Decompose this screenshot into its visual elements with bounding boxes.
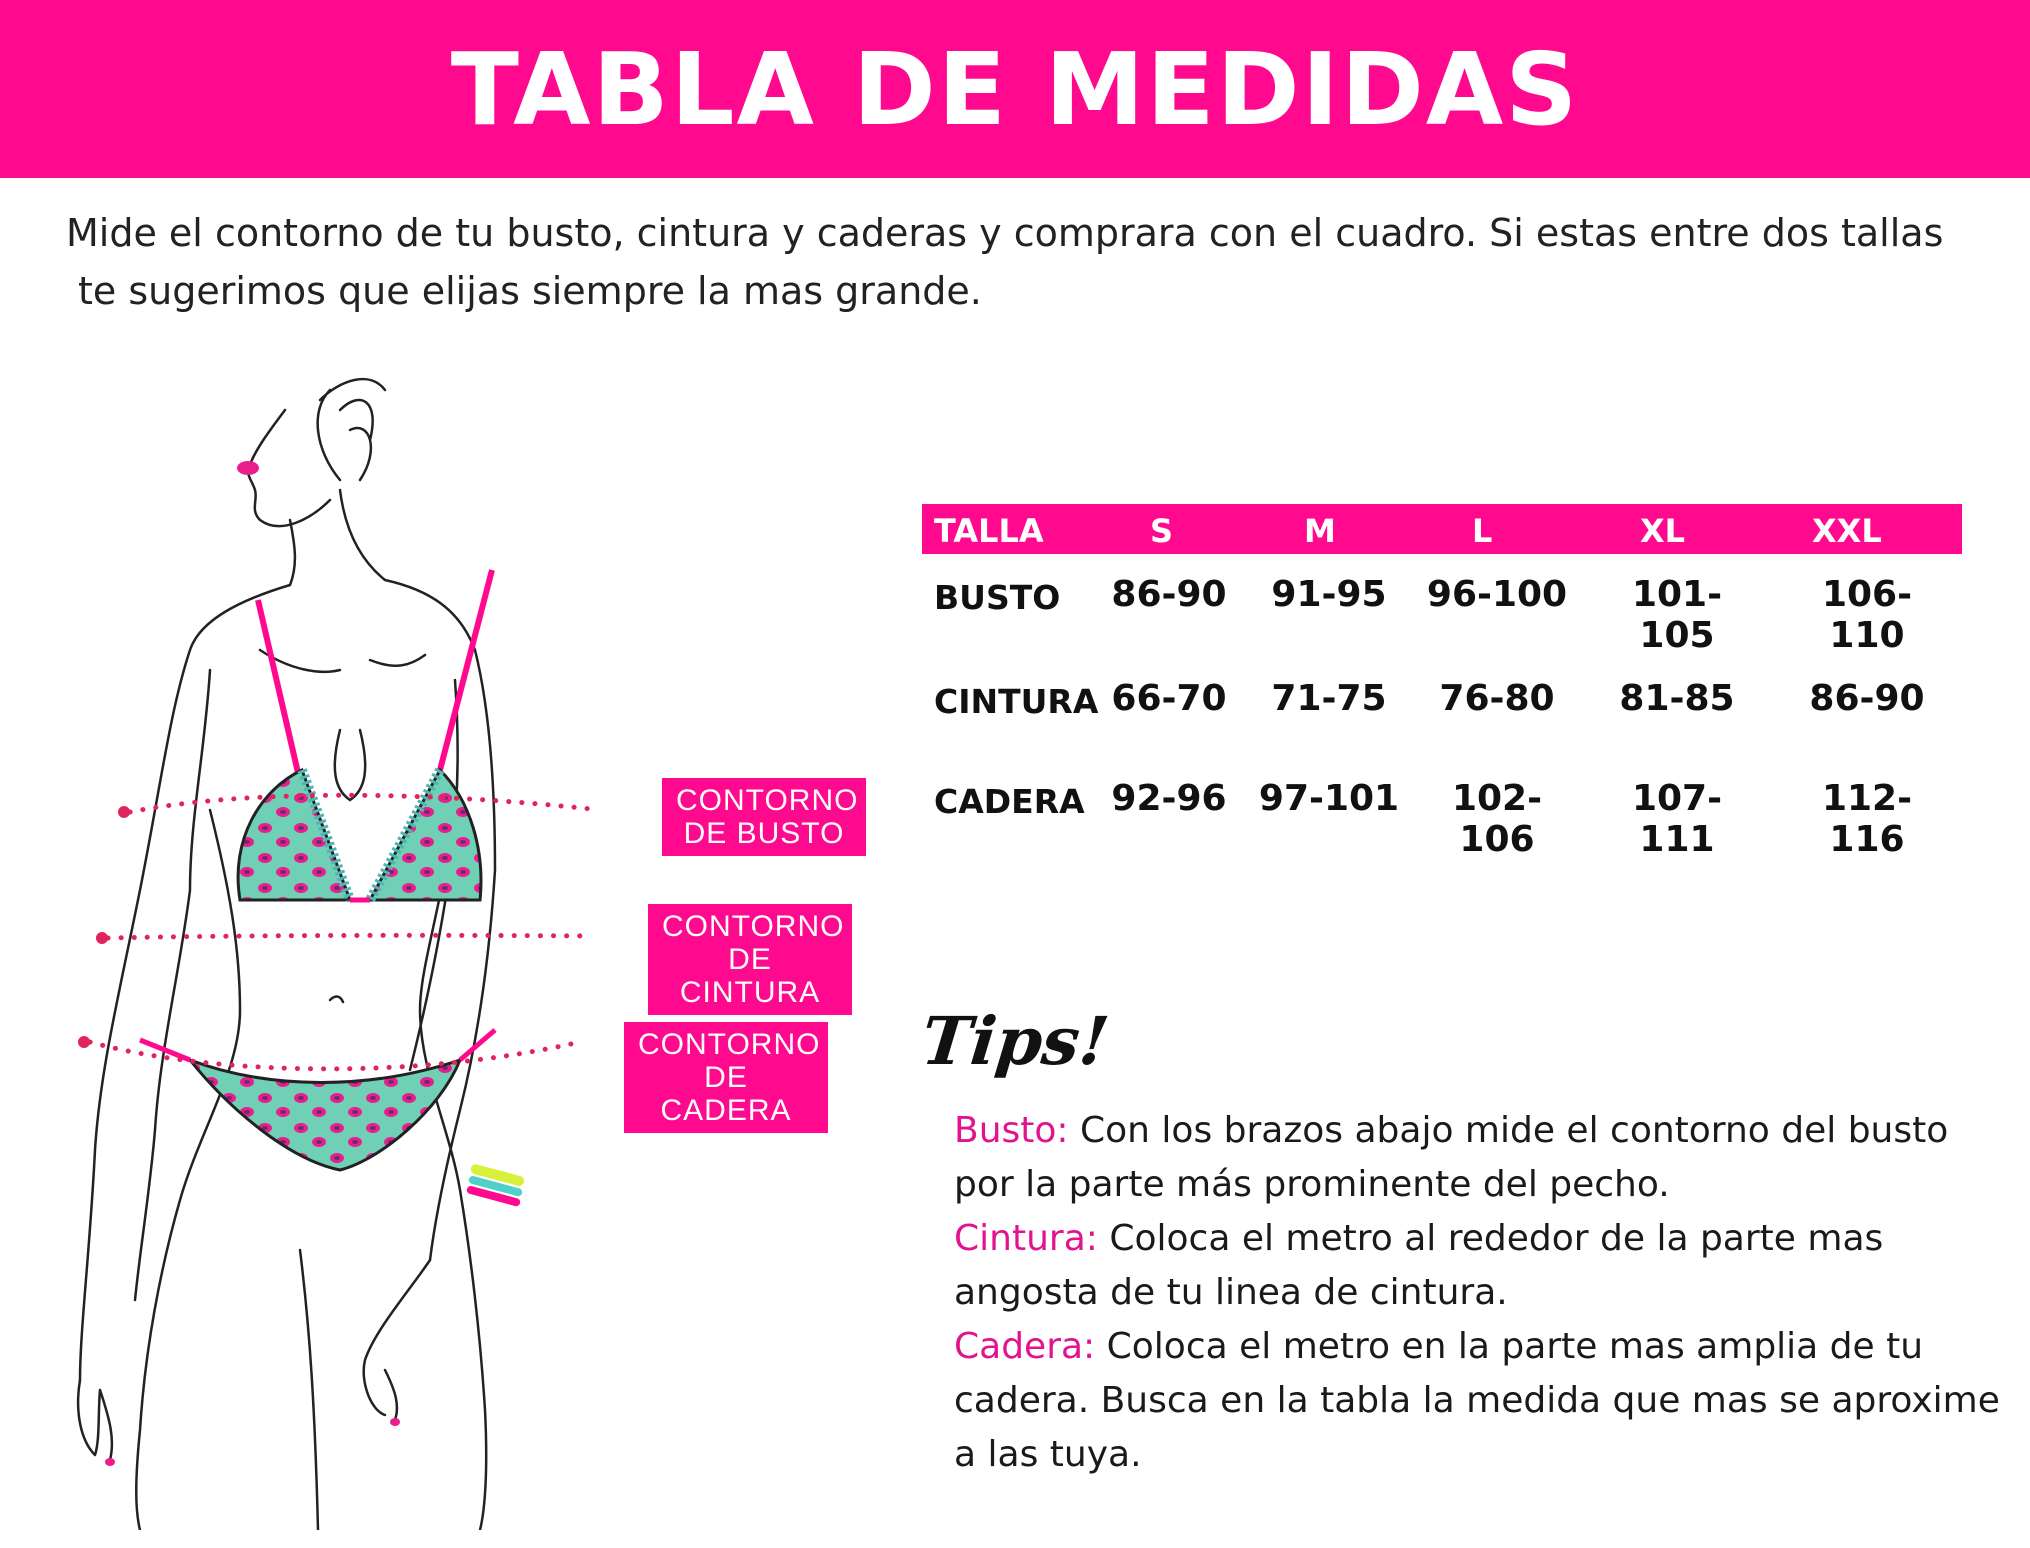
tip-busto [954, 1104, 2014, 1158]
cell-busto-xxl: 106-110 [1821, 574, 1913, 656]
tip-cintura-line-2: angosta de tu linea de cintura. [954, 1272, 1508, 1313]
hip-label-line-2: DE CADERA [660, 1061, 792, 1127]
tip-term-busto: Busto: [954, 1110, 1069, 1151]
tip-cadera-line-3: a las tuya. [954, 1434, 1142, 1475]
hip-label-line-1: CONTORNO [638, 1028, 821, 1061]
size-xxl-header: XXL [1812, 512, 1882, 550]
bust-label-line-2: DE BUSTO [683, 817, 845, 850]
tip-term-cintura: Cintura: [954, 1218, 1098, 1259]
row-label-cadera: CADERA [934, 782, 1085, 821]
cell-cadera-l: 102-106 [1451, 778, 1543, 860]
tips-title: Tips! [917, 1002, 1113, 1080]
tip-cadera-line-2: cadera. Busca en la tabla la medida que mas se aproxime [954, 1380, 2000, 1421]
intro-text [66, 204, 2006, 320]
table-row-cintura [922, 672, 1962, 732]
row-label-busto: BUSTO [934, 578, 1061, 617]
tips-list [954, 1104, 2014, 1482]
size-l-header: L [1472, 512, 1493, 550]
cell-cadera-xl: 107-111 [1631, 778, 1723, 860]
size-m-header: M [1304, 512, 1336, 550]
page-title: TABLA DE MEDIDAS [450, 30, 1580, 148]
cell-busto-m: 91-95 [1271, 574, 1387, 615]
tip-cadera [954, 1320, 2014, 1374]
waist-label-line-2: DE CINTURA [679, 943, 821, 1009]
cell-busto-s: 86-90 [1111, 574, 1227, 615]
cell-cintura-m: 71-75 [1271, 678, 1387, 719]
waist-label-line-1: CONTORNO [662, 910, 845, 943]
header-banner [0, 0, 2030, 178]
intro-line-2: te sugerimos que elijas siempre la mas grande. [78, 269, 982, 313]
tip-busto-line-2: por la parte más prominente del pecho. [954, 1164, 1670, 1205]
waist-contour-label [648, 904, 852, 1015]
bust-label-line-1: CONTORNO [676, 784, 859, 817]
cell-cintura-xl: 81-85 [1619, 678, 1735, 719]
size-xl-header: XL [1640, 512, 1686, 550]
cell-cintura-l: 76-80 [1439, 678, 1555, 719]
tip-text-cadera: Coloca el metro en la parte mas amplia de tu [1095, 1326, 1924, 1367]
cell-cintura-xxl: 86-90 [1809, 678, 1925, 719]
table-header-row [922, 504, 1962, 554]
cell-cintura-s: 66-70 [1111, 678, 1227, 719]
table-row-busto [922, 568, 1962, 656]
cell-busto-xl: 101-105 [1631, 574, 1723, 656]
intro-line-1: Mide el contorno de tu busto, cintura y caderas y comprara con el cuadro. Si estas entre dos tallas [66, 211, 1944, 255]
hip-contour-label [624, 1022, 828, 1133]
tip-term-cadera: Cadera: [954, 1326, 1096, 1367]
tip-cintura [954, 1212, 2014, 1266]
talla-header: TALLA [934, 512, 1044, 550]
cell-cadera-s: 92-96 [1111, 778, 1227, 819]
row-label-cintura: CINTURA [934, 682, 1099, 721]
cell-cadera-m: 97-101 [1258, 778, 1400, 819]
cell-busto-l: 96-100 [1426, 574, 1568, 615]
tip-text-busto: Con los brazos abajo mide el contorno del busto [1068, 1110, 1949, 1151]
bust-contour-label [662, 778, 866, 856]
table-row-cadera [922, 772, 1962, 860]
size-s-header: S [1150, 512, 1174, 550]
tip-text-cintura: Coloca el metro al rededor de la parte mas [1097, 1218, 1884, 1259]
cell-cadera-xxl: 112-116 [1821, 778, 1913, 860]
